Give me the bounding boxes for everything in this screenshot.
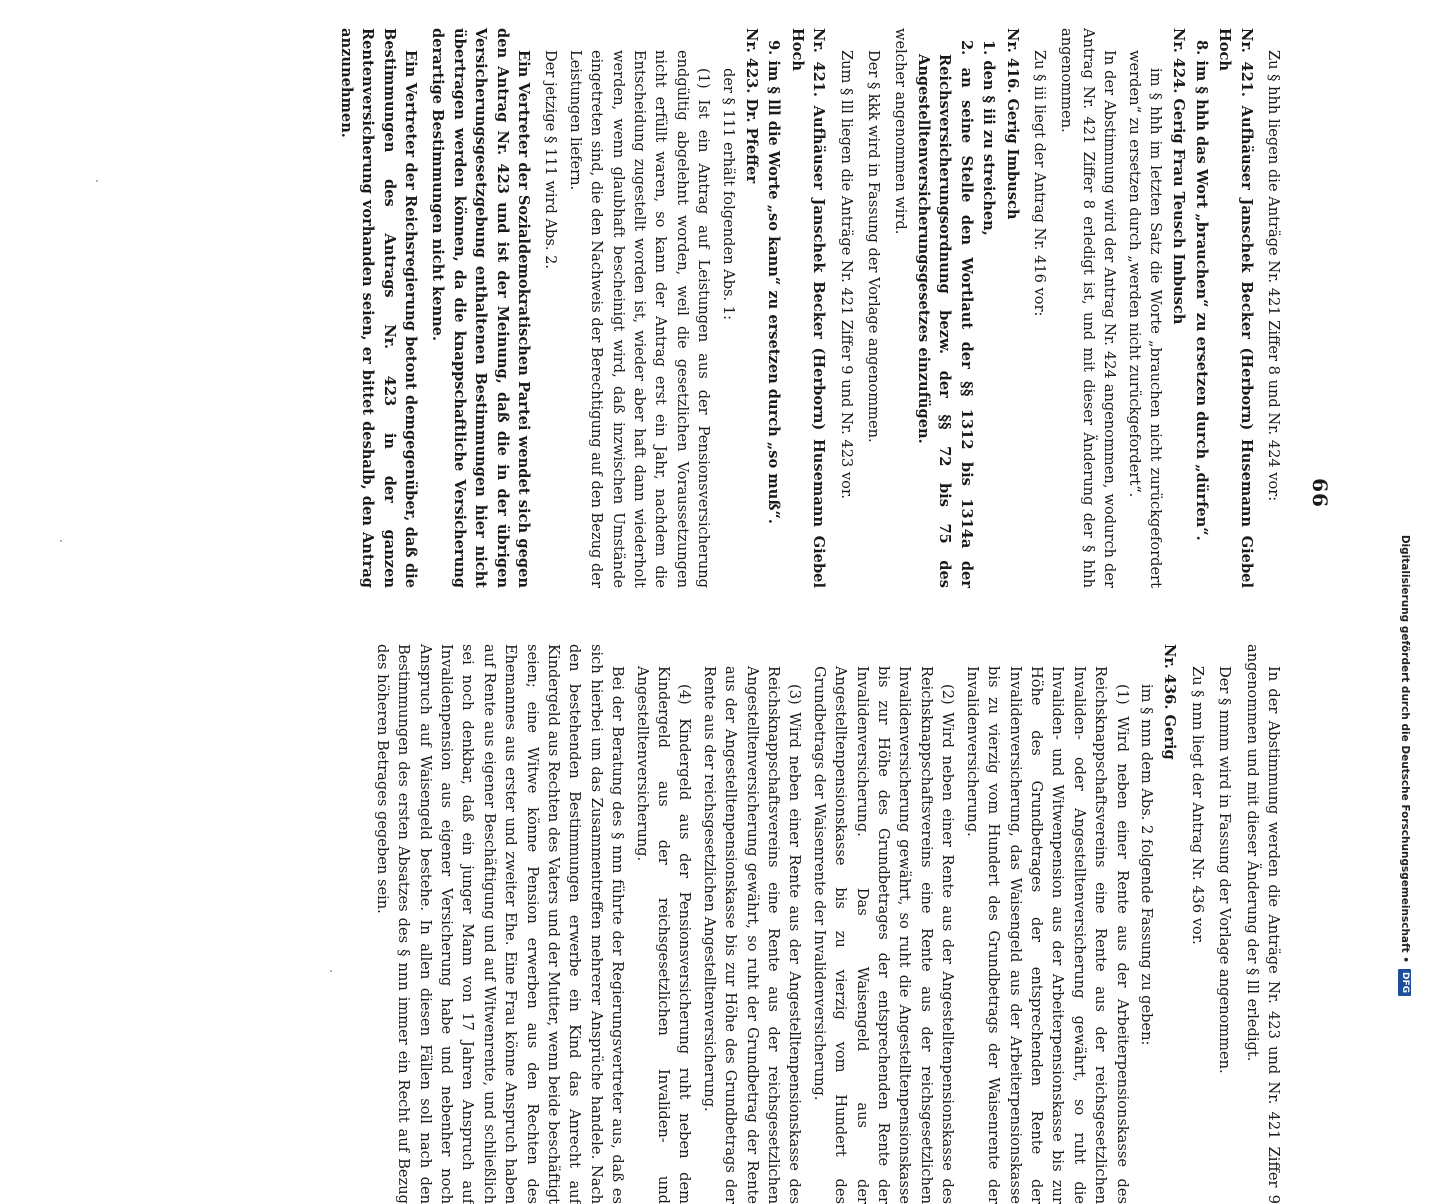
credit-text: Digitalisierung gefördert durch die Deutsche Forschungsgemeinschaft • bbox=[1399, 534, 1411, 963]
motion-heading: Nr. 423. Dr. Pfeffer bbox=[743, 28, 761, 184]
motion-text: im § hhh im letzten Satz die Worte „brauchen nicht zurückgefordert werden“ zu ersetzen durch „werden nicht zurückgefordert“. bbox=[1125, 50, 1164, 588]
motion-item: 8. im § hhh das Wort „brauchen“ zu ersetzen durch „dürfen“. bbox=[1192, 40, 1210, 541]
scan-speck bbox=[60, 540, 62, 542]
right-column bbox=[365, 644, 1284, 1204]
motion-heading: Nr. 424. Gerig Frau Teusch Imbusch bbox=[1170, 28, 1188, 325]
motion-text: (1) Wird neben einer Rente aus der Arbeiterpensionskasse des Reichsknappschaftsvereins eine Rente aus der reichsgesetzlichen Invaliden- oder Angestelltenversicherung gewährt, so ruht die Invaliden- und Witwenpension aus der Arbeiterpensionskasse bis zur Höhe des Grundbetrages der entsprechenden Rente der Invalidenversicherung, das Waisengeld aus der Arbeiterpensionskasse bis zu vierzig vom Hundert des Grundbetrags der Waisenrente der Invalidenversicherung. bbox=[963, 666, 1131, 1204]
paragraph: Zu § nnn liegt der Antrag Nr. 436 vor. bbox=[1188, 666, 1206, 945]
paragraph: Ein Vertreter der Sozialdemokratischen Partei wendet sich gegen den Antrag Nr. 423 und ist der Meinung, daß die in der übrigen Versicherungsgesetzgebung enthaltenen Bestimmungen hier nicht übertragen werden können, da die knappschaftliche Versicherung derartige Bestimmungen nicht kenne. bbox=[429, 28, 532, 588]
left-column bbox=[329, 28, 1284, 588]
digitization-credit bbox=[1395, 6, 1415, 996]
motion-heading: Nr. 421. Aufhäuser Janschek Becker (Herborn) Husemann Giebel Hoch bbox=[788, 28, 828, 588]
motion-heading: Nr. 436. Gerig bbox=[1161, 644, 1179, 760]
dfg-logo-icon: DFG bbox=[1399, 969, 1412, 996]
paragraph: Der jetzige § 111 wird Abs. 2. bbox=[542, 50, 560, 270]
paragraph: Zu § iii liegt der Antrag Nr. 416 vor: bbox=[1030, 50, 1048, 317]
motion-text: (2) Wird neben einer Rente aus der Angestelltenpensionskasse des Reichsknappschaftsvereins eine Rente aus der reichsgesetzlichen Invalidenversicherung gewährt, so ruht die Angestelltenpensionskasse bis zur Höhe des Grundbetrages der entsprechenden Rente der Invalidenversicherung. Das Waisengeld aus der Angestelltenpensionskasse bis zu vierzig vom Hundert des Grundbetrags der Waisenrente der Invalidenversicherung. bbox=[810, 666, 957, 1204]
motion-text: (3) Wird neben einer Rente aus der Angestelltenpensionskasse des Reichsknappschaftsvereins eine Rente aus der reichsgesetzlichen Angestelltenversicherung gewährt, so ruht der Grundbetrag der Rente aus der Angestelltenpensionskasse bis zur Höhe des Grundbetrags der Rente aus der reichsgesetzlichen Angestelltenversicherung. bbox=[700, 666, 804, 1204]
motion-item: 9. im § lll die Worte „so kann“ zu ersetzen durch „so muß“. bbox=[765, 40, 783, 524]
motion-heading: Nr. 421. Aufhäuser Janschek Becker (Herborn) Husemann Giebel Hoch bbox=[1216, 28, 1255, 588]
scan-speck bbox=[330, 970, 332, 972]
motion-text: (4) Kindergeld aus der Pensionsversicherung ruht neben dem Kindergeld aus der reichsgesetzlichen Invaliden- und Angestelltenversicherung. bbox=[633, 666, 694, 1204]
motion-item: 1. den § iii zu streichen, bbox=[980, 40, 998, 236]
paragraph: Zu § hhh liegen die Anträge Nr. 421 Ziffer 8 und Nr. 424 vor: bbox=[1265, 50, 1282, 502]
paragraph: Der § kkk wird in Fassung der Vorlage angenommen. bbox=[865, 50, 883, 443]
paragraph: Der § mmm wird in Fassung der Vorlage angenommen. bbox=[1216, 666, 1234, 1074]
rotated-page bbox=[132, 28, 1362, 1204]
motion-text: im § nnn dem Abs. 2 folgende Fassung zu geben: bbox=[1137, 684, 1155, 1046]
paragraph: Ein Vertreter der Reichsregierung betont demgegenüber, daß die Bestimmungen des Antrags Nr. 423 in der ganzen Rentenversicherung vorhanden seien, er bittet deshalb, den Antrag anzunehmen. bbox=[337, 28, 419, 588]
motion-heading: Nr. 416. Gerig Imbusch bbox=[1003, 28, 1021, 220]
motion-text: (1) Ist ein Antrag auf Leistungen aus der Pensionsversicherung endgültig abgelehnt worden, weil die gesetzlichen Voraussetzungen nicht erfüllt waren, so kann der Antrag erst ein Jahr, nachdem die Entscheidung zugestellt worden ist, wieder aber haft dann wiederholt werden, wenn glaubhaft bescheinigt wird, daß inzwischen Umstände eingetreten sind, die den Nachweis der Berechtigung auf den Bezug der Leistungen liefern. bbox=[566, 50, 713, 588]
paragraph: welcher angenommen wird. bbox=[892, 28, 910, 235]
motion-text: der § 111 erhält folgenden Abs. 1: bbox=[719, 68, 737, 321]
paragraph: In der Abstimmung wird der Antrag Nr. 424 angenommen, wodurch der Antrag Nr. 421 Ziffer 8 erledigt ist, und mit dieser Änderung der § hhh angenommen. bbox=[1058, 28, 1119, 588]
page-number: 66 bbox=[1308, 478, 1332, 508]
scan-speck bbox=[96, 180, 98, 182]
motion-item: 2. an seine Stelle den Wortlaut der §§ 1312 bis 1314a der Reichsversicherungsordnung bezw. der §§ 72 bis 75 des Angestelltenversicherungsgesetzes einzufügen. bbox=[914, 40, 975, 588]
paragraph: Zum § lll liegen die Anträge Nr. 421 Ziffer 9 und Nr. 423 vor. bbox=[837, 50, 855, 499]
paragraph: In der Abstimmung werden die Anträge Nr. 423 und Nr. 421 Ziffer 9 angenommen und mit dieser Änderung der § lll erledigt. bbox=[1243, 644, 1282, 1204]
paragraph: Bei der Beratung des § nnn führte der Regierungsvertreter aus, daß es sich hierbei um das Zusammentreffen mehrerer Ansprüche handele. Nach den bestehenden Bestimmungen erwerbe ein Kind das Anrecht auf Kindergeld aus Rechten des Vaters und der Mutter, wenn beide beschäftigt seien; eine Witwe könne Pension erwerben aus den Rechten des Ehemannes aus erster und zweiter Ehe. Eine Frau könne Anspruch haben auf Rente aus eigener Beschäftigung und auf Witwenrente, und schließlich sei noch denkbar, daß ein junger Mann von 17 Jahren Anspruch auf Invalidenpension aus eigener Versicherung habe und nebenher noch Anspruch auf Waisengeld bestehe. In allen diesen Fällen soll nach den Bestimmungen des ersten Absatzes des § nnn immer ein Recht auf Bezug des höheren Betrages gegeben sein. bbox=[373, 644, 627, 1204]
